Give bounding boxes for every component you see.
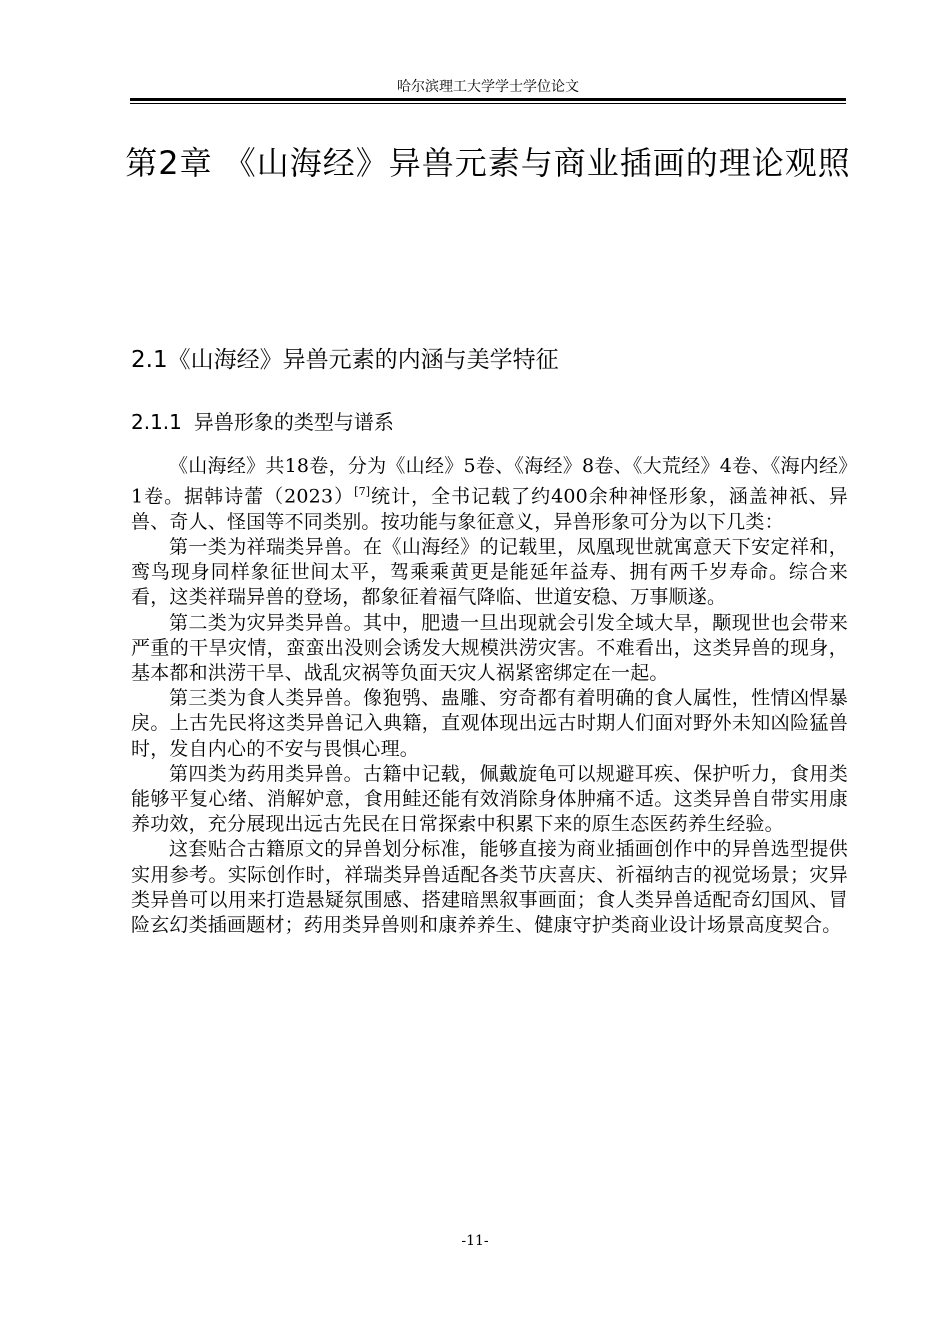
running-header: 哈尔滨理工大学学士学位论文 (397, 79, 579, 95)
paragraph: 第三类为食人类异兽。像狍鸮、蛊雕、穷奇都有着明确的食人属性，性情凶悍暴戾。上古先民将这类异兽记入典籍，直观体现出远古时期人们面对野外未知凶险猛兽时，发自内心的不安与畏惧心理。 (131, 687, 848, 760)
subsection-heading (131, 406, 394, 438)
paragraph: 第二类为灾异类异兽。其中，肥遗一旦出现就会引发全域大旱，颙现世也会带来严重的干旱灾情，蛮蛮出没则会诱发大规模洪涝灾害。不难看出，这类异兽的现身，基本都和洪涝干旱、战乱灾祸等负面天灾人祸紧密绑定在一起。 (131, 611, 848, 684)
header-double-rule (130, 98, 846, 105)
citation-marker: [7] (354, 485, 371, 499)
paragraph-text: 统计，全书记载了约400余种神怪形象，涵盖神祇、异兽、奇人、怪国等不同类别。按功能与象征意义，异兽形象可分为以下几类： (131, 485, 848, 533)
body-text (131, 454, 848, 938)
paragraph-text: 《山海经》共18卷，分为《山经》5卷、《海经》8卷、《大荒经》4卷、《海内经》1卷。据韩诗蕾（2023） (131, 455, 848, 508)
section-heading: 2.1《山海经》异兽元素的内涵与美学特征 (131, 347, 559, 373)
header-rule-thick (130, 98, 846, 101)
header-rule-thin (130, 103, 846, 104)
subsection-number: 2.1.1 (131, 410, 182, 434)
page-number: -11- (461, 1233, 489, 1249)
paragraph: 第四类为药用类异兽。古籍中记载，佩戴旋龟可以规避耳疾、保护听力，食用类能够平复心绪、消解妒意，食用鲑还能有效消除身体肿痛不适。这类异兽自带实用康养功效，充分展现出远古先民在日常探索中积累下来的原生态医药养生经验。 (131, 762, 848, 836)
chapter-title: 第2章 《山海经》异兽元素与商业插画的理论观照 (125, 144, 851, 182)
paragraph (131, 454, 848, 535)
subsection-title: 异兽形象的类型与谱系 (193, 410, 394, 434)
paragraph: 这套贴合古籍原文的异兽划分标准，能够直接为商业插画创作中的异兽选型提供实用参考。实际创作时，祥瑞类异兽适配各类节庆喜庆、祈福纳吉的视觉场景；灾异类异兽可以用来打造悬疑氛围感、搭建暗黑叙事画面；食人类异兽适配奇幻国风、冒险玄幻类插画题材；药用类异兽则和康养养生、健康守护类商业设计场景高度契合。 (131, 838, 848, 936)
paragraph: 第一类为祥瑞类异兽。在《山海经》的记载里，凤凰现世就寓意天下安定祥和，鸾鸟现身同样象征世间太平，驾乘乘黄更是能延年益寿、拥有两千岁寿命。综合来看，这类祥瑞异兽的登场，都象征着福气降临、世道安稳、万事顺遂。 (131, 535, 848, 609)
